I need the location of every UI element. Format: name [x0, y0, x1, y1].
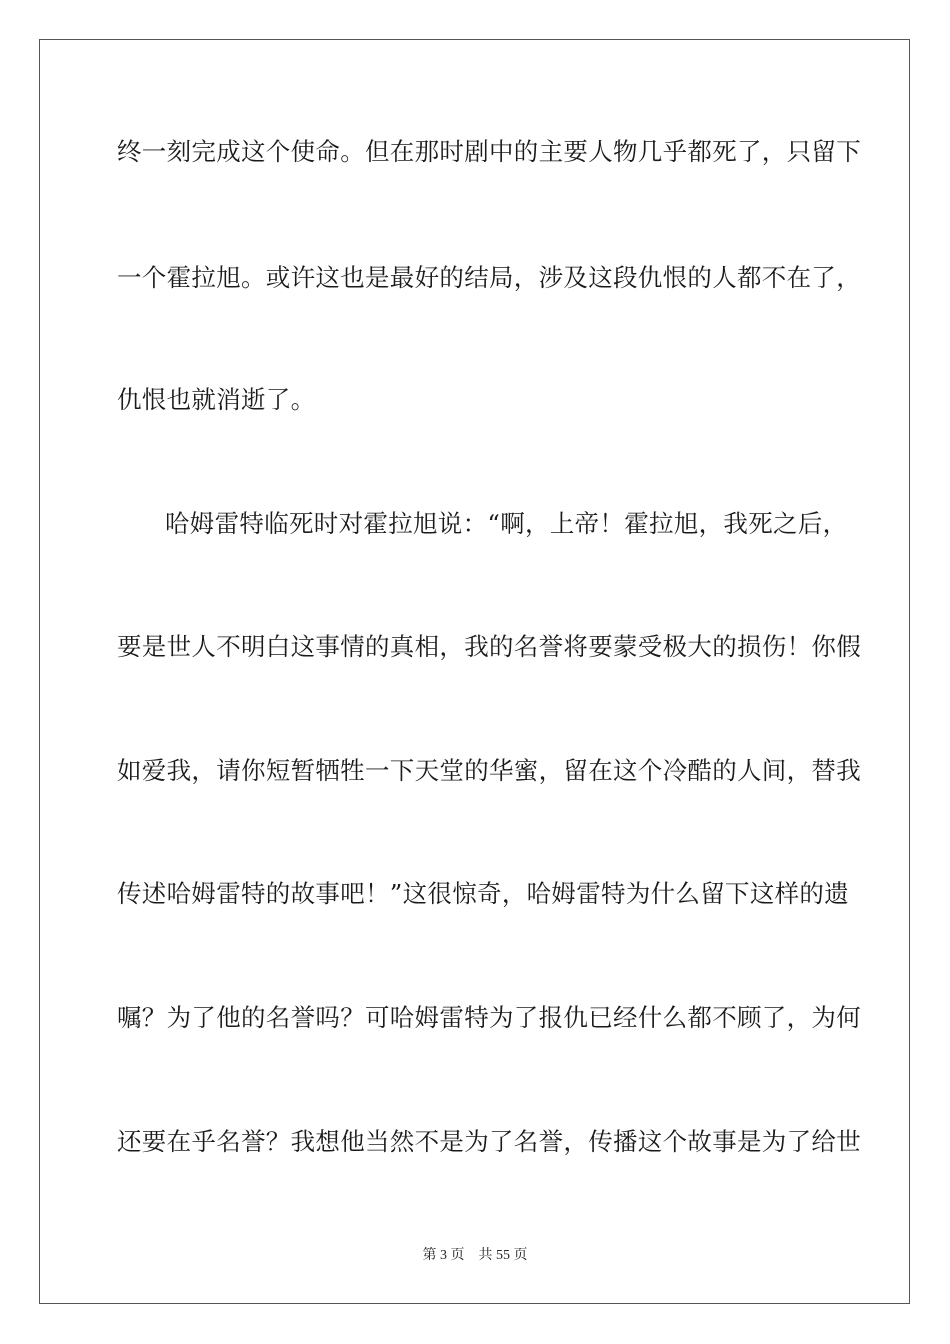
page-border [39, 39, 910, 1304]
body-text-line-2: 一个霍拉旭。或许这也是最好的结局，涉及这段仇恨的人都不在了， [117, 263, 861, 292]
page-footer [0, 1247, 950, 1265]
body-text-line-9: 还要在乎名誉？我想他当然不是为了名誉，传播这个故事是为了给世 [117, 1127, 861, 1156]
page-number: 第 3 页 [422, 1248, 465, 1263]
body-text-line-8: 嘱？为了他的名誉吗？可哈姆雷特为了报仇已经什么都不顾了，为何 [117, 1003, 861, 1032]
body-text-line-1: 终一刻完成这个使命。但在那时剧中的主要人物几乎都死了，只留下 [117, 137, 861, 166]
body-text-line-6: 如爱我，请你短暂牺牲一下天堂的华蜜，留在这个冷酷的人间，替我 [117, 756, 861, 785]
paragraph-first-line: 哈姆雷特临死时对霍拉旭说：“啊，上帝！霍拉旭，我死之后， [165, 509, 848, 538]
body-text-line-7: 传述哈姆雷特的故事吧！”这很惊奇，哈姆雷特为什么留下这样的遗 [117, 879, 850, 908]
body-text-line-3: 仇恨也就消逝了。 [117, 385, 316, 414]
total-pages: 共 55 页 [478, 1248, 528, 1263]
body-text-line-5: 要是世人不明白这事情的真相，我的名誉将要蒙受极大的损伤！你假 [117, 632, 861, 661]
